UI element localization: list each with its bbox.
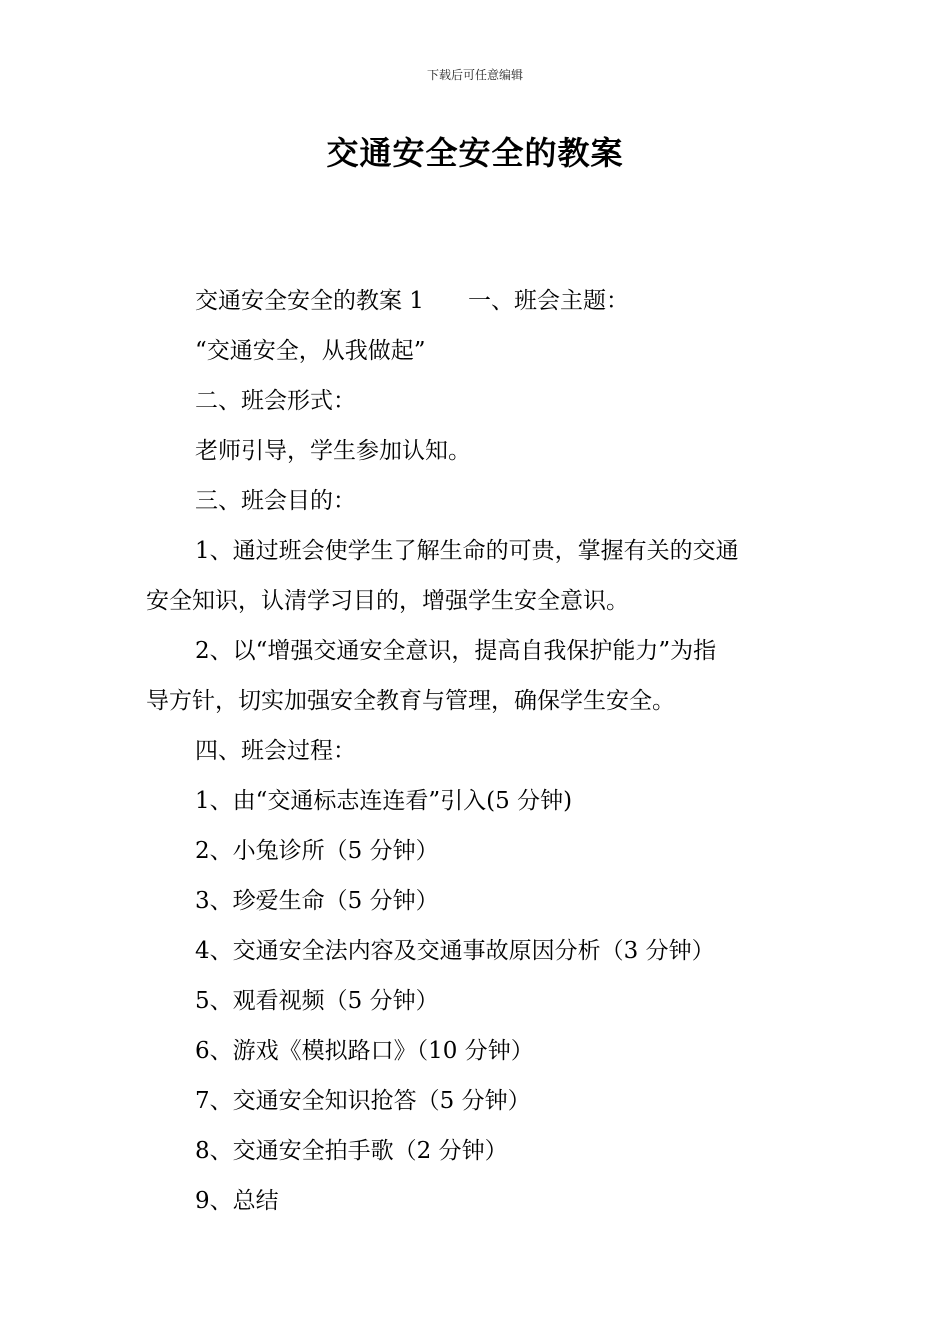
list-item: 8、交通安全拍手歌（2 分钟） (195, 1138, 508, 1164)
section-heading-line (146, 276, 808, 326)
document-title: 交通安全安全的教案 (326, 134, 624, 172)
list-item: 4、交通安全法内容及交通事故原因分析（3 分钟） (195, 938, 715, 964)
header-note: 下载后可任意编辑 (426, 68, 523, 82)
list-item: 3、珍爱生命（5 分钟） (195, 888, 439, 914)
goal1-line1: 1、通过班会使学生了解生命的可贵，掌握有关的交通 (195, 538, 739, 564)
list-item: 5、观看视频（5 分钟） (195, 988, 439, 1014)
list-item: 1、由“交通标志连连看”引入(5 分钟) (195, 788, 573, 814)
list-item: 7、交通安全知识抢答（5 分钟） (195, 1088, 531, 1114)
section4-heading: 四、班会过程： (195, 738, 356, 764)
list-item: 6、游戏《模拟路口》（10 分钟） (195, 1038, 534, 1064)
document-body (146, 276, 808, 1226)
list-item: 9、总结 (195, 1188, 279, 1214)
section2-heading: 二、班会形式： (195, 388, 356, 414)
lesson-plan-heading: 交通安全安全的教案 1 (195, 288, 424, 314)
goal2-line2: 导方针，切实加强安全教育与管理，确保学生安全。 (146, 688, 675, 714)
section1-heading: 一、班会主题： (467, 288, 629, 314)
theme-text: “交通安全，从我做起” (195, 338, 426, 364)
section3-heading: 三、班会目的： (195, 488, 356, 514)
section2-text: 老师引导，学生参加认知。 (195, 438, 471, 464)
list-item: 2、小兔诊所（5 分钟） (195, 838, 439, 864)
goal2-line1: 2、以“增强交通安全意识，提高自我保护能力”为指 (195, 638, 717, 664)
goal1-line2: 安全知识，认清学习目的，增强学生安全意识。 (146, 588, 629, 614)
